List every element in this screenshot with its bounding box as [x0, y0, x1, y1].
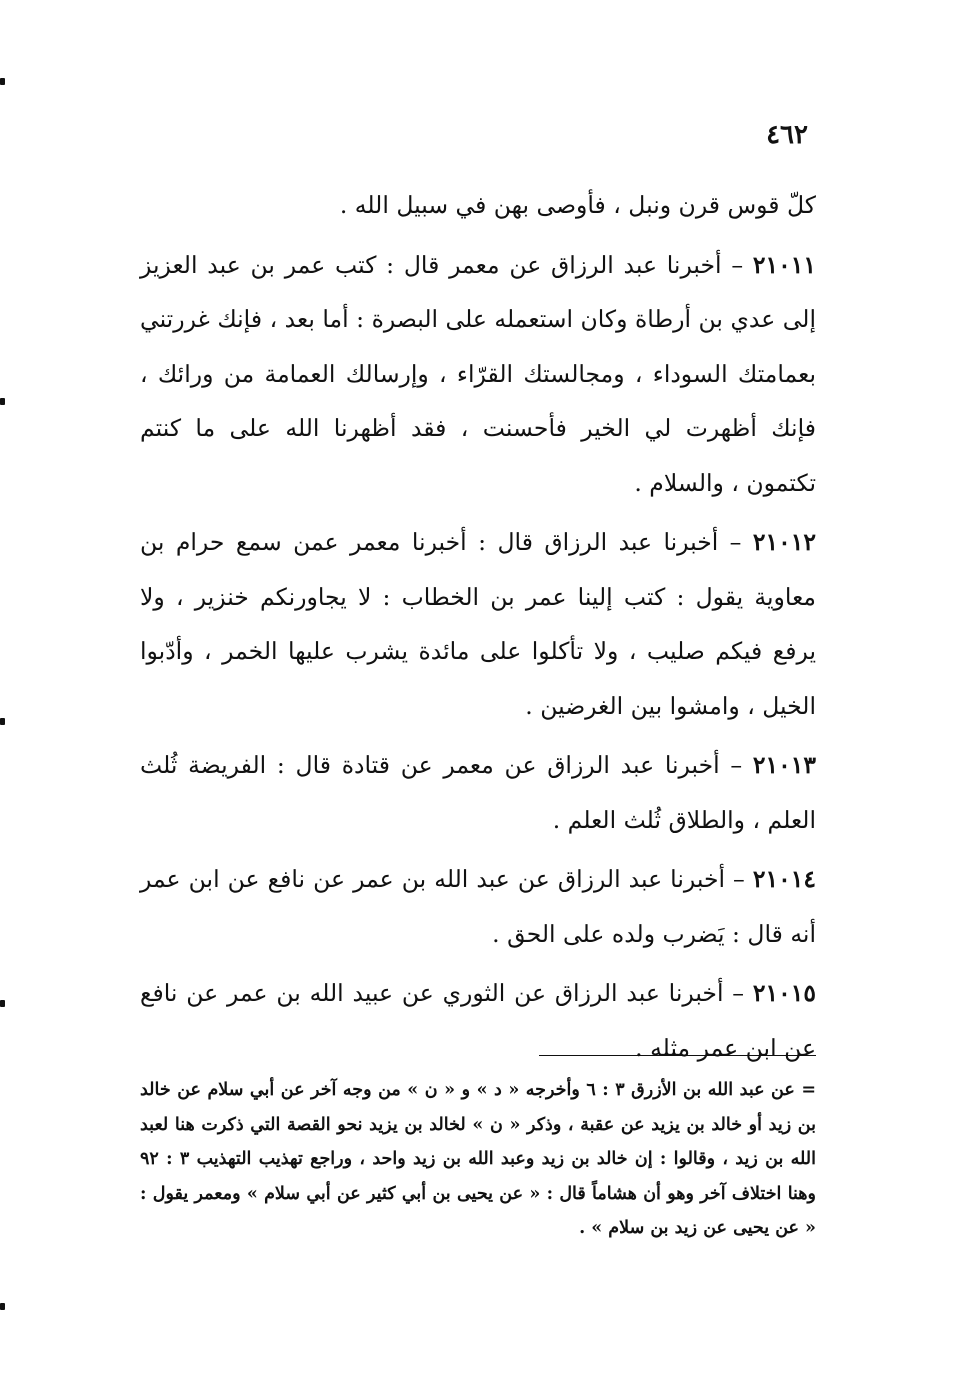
main-text: [140, 178, 816, 1075]
hadith-paragraph: [140, 852, 816, 961]
hadith-number: ٢١٠١٤: [752, 865, 816, 893]
paragraph-text: – أخبرنا عبد الرزاق عن معمر عن قتادة قال : الفريضة ثُلث العلم ، والطلاق ثُلث العلم .: [140, 751, 816, 834]
hadith-number: ٢١٠١٢: [752, 528, 816, 556]
paragraph-text: – أخبرنا عبد الرزاق عن عبد الله بن عمر عن نافع عن ابن عمر أنه قال : يَضرب ولده على الحق .: [140, 865, 816, 948]
hadith-paragraph: [140, 238, 816, 511]
scan-margin-mark: [0, 718, 5, 725]
paragraph-text: كلّ قوس قرن ونبل ، فأوصى بهن في سبيل الله .: [339, 191, 816, 219]
page-number: ٤٦٢: [766, 120, 808, 150]
hadith-number: ٢١٠١١: [752, 250, 816, 279]
paragraph-text: – أخبرنا عبد الرزاق عن معمر قال : كتب عمر بن عبد العزيز إلى عدي بن أرطاة وكان استعمله على البصرة : أما بعد ، فإنك غررتني بعمامتك السوداء ، ومجالستك القرّاء ، وإرسالك العمامة من ورائك ، فإنك أظهرت لي الخير فأحسنت ، فقد أظهرنا الله على ما كنتم تكتمون ، والسلام .: [140, 250, 816, 497]
hadith-number: ٢١٠١٥: [752, 979, 816, 1007]
hadith-paragraph: [140, 515, 816, 733]
hadith-number: ٢١٠١٣: [752, 751, 816, 779]
paragraph-text: – أخبرنا عبد الرزاق عن الثوري عن عبيد الله بن عمر عن نافع عن ابن عمر مثله .: [140, 979, 816, 1062]
footnote-separator: [539, 1055, 816, 1056]
paragraph-text: – أخبرنا عبد الرزاق قال : أخبرنا معمر عمن سمع حرام بن معاوية يقول : كتب إلينا عمر بن الخطاب : لا يجاورنكم خنزير ، ولا يرفع فيكم صليب ، ولا تأكلوا على مائدة يشرب عليها الخمر ، وأدّبوا الخيل ، وامشوا بين الغرضين .: [140, 528, 816, 720]
scan-margin-mark: [0, 1303, 5, 1310]
scan-margin-mark: [0, 78, 5, 85]
hadith-paragraph: [140, 738, 816, 847]
scan-margin-mark: [0, 398, 5, 405]
scan-margin-mark: [0, 1000, 5, 1007]
footnote: = عن عبد الله بن الأزرق ٣ : ٦ وأخرجه « د » و « ن » من وجه آخر عن أبي سلام عن خالد بن زيد أو خالد بن يزيد عن عقبة ، وذكر « ن » لخالد بن يزيد نحو القصة التي ذكرت هنا لعبد الله بن زيد ، وقالوا : إن خالد بن زيد وعبد الله بن زيد واحد ، وراجع تهذيب التهذيب ٣ : ٩٢ وهنا اختلاف آخر وهو أن هشاماً قال : « عن يحيى بن أبي كثير عن أبي سلام » ومعمر يقول : « عن يحيى عن زيد بن سلام » .: [140, 1080, 817, 1238]
hadith-paragraph: [140, 966, 816, 1075]
paragraph-continuation: [140, 178, 816, 233]
